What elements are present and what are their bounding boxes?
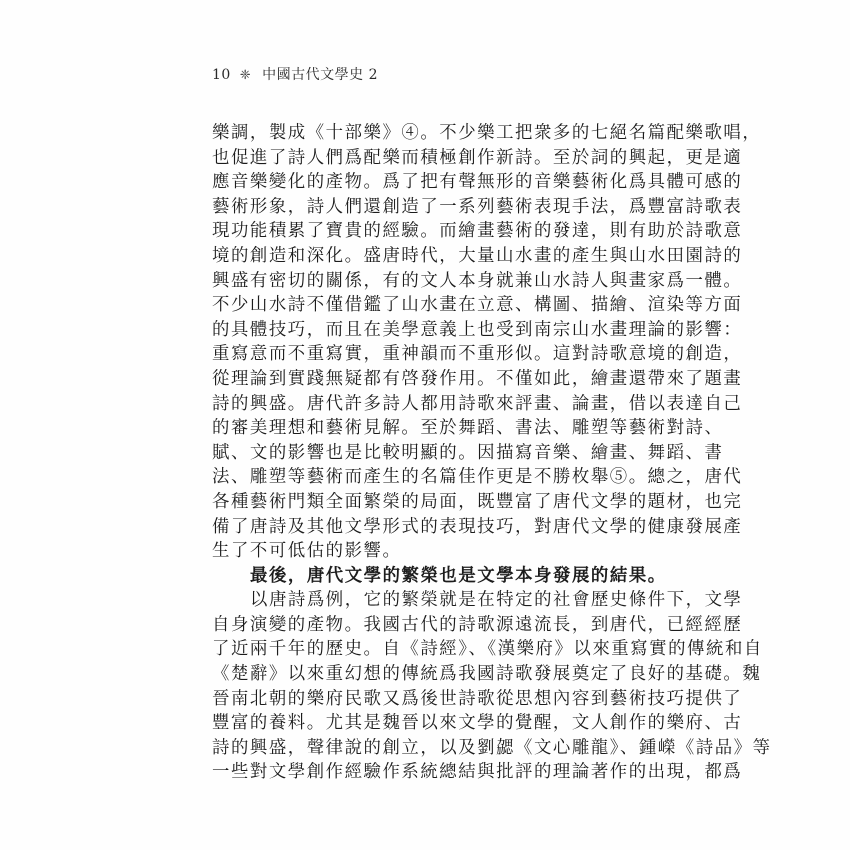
text-line: 也促進了詩人們爲配樂而積極創作新詩。至於詞的興起，更是適 <box>212 147 743 168</box>
text-line: 詩的興盛。唐代許多詩人都用詩歌來評畫、論畫，借以表達自己 <box>212 393 743 414</box>
text-line: 《楚辭》以來重幻想的傳統爲我國詩歌發展奠定了良好的基礎。魏 <box>212 664 762 685</box>
text-line: 樂調，製成《十部樂》④。不少樂工把衆多的七絕名篇配樂歌唱， <box>212 123 762 143</box>
text-line: 自身演變的產物。我國古代的詩歌源遠流長，到唐代，已經經歷 <box>212 614 743 635</box>
text-line: 一些對文學創作經驗作系統總結與批評的理論著作的出現，都爲 <box>212 762 743 783</box>
ornament-icon: ❈ <box>239 68 252 83</box>
book-title: 中國古代文學史 2 <box>262 67 378 83</box>
text-line: 法、雕塑等藝術而產生的名篇佳作更是不勝枚舉⑤。總之，唐代 <box>212 467 743 488</box>
text-line: 賦、文的影響也是比較明顯的。因描寫音樂、繪畫、舞蹈、書 <box>212 442 724 463</box>
text-line: 不少山水詩不僅借鑑了山水畫在立意、構圖、描繪、渲染等方面 <box>212 295 743 316</box>
text-line: 了近兩千年的歷史。自《詩經》、《漢樂府》以來重寫實的傳統和自 <box>212 639 763 660</box>
text-line: 從理論到實踐無疑都有啓發作用。不僅如此，繪畫還帶來了題畫 <box>212 368 743 389</box>
running-header <box>212 66 378 85</box>
body-text <box>212 121 772 785</box>
text-line: 詩的興盛，聲律說的創立，以及劉勰《文心雕龍》、鍾嶸《詩品》等 <box>212 737 772 758</box>
text-line: 各種藝術門類全面繁榮的局面，既豐富了唐代文學的題材，也完 <box>212 491 743 512</box>
text-line: 備了唐詩及其他文學形式的表現技巧，對唐代文學的健康發展產 <box>212 516 743 537</box>
text-line: 重寫意而不重寫實，重神韻而不重形似。這對詩歌意境的創造， <box>212 344 743 365</box>
text-line: 以唐詩爲例，它的繁榮就是在特定的社會歷史條件下，文學 <box>250 590 743 611</box>
text-line: 生了不可低估的影響。 <box>212 541 402 562</box>
page-number: 10 <box>212 67 231 83</box>
section-heading-line: 最後，唐代文學的繁榮也是文學本身發展的結果。 <box>250 565 667 586</box>
text-line: 晉南北朝的樂府民歌又爲後世詩歌從思想內容到藝術技巧提供了 <box>212 688 743 709</box>
text-line: 的審美理想和藝術見解。至於舞蹈、書法、雕塑等藝術對詩、 <box>212 418 724 439</box>
text-line: 的具體技巧，而且在美學意義上也受到南宗山水畫理論的影響： <box>212 319 743 340</box>
text-line: 應音樂變化的產物。爲了把有聲無形的音樂藝術化爲具體可感的 <box>212 172 743 193</box>
text-line: 現功能積累了寶貴的經驗。而繪畫藝術的發達，則有助於詩歌意 <box>212 221 743 242</box>
text-line: 境的創造和深化。盛唐時代，大量山水畫的產生與山水田園詩的 <box>212 245 743 266</box>
text-line: 藝術形象，詩人們還創造了一系列藝術表現手法，爲豐富詩歌表 <box>212 196 743 217</box>
text-line: 豐富的養料。尤其是魏晉以來文學的覺醒，文人創作的樂府、古 <box>212 713 743 734</box>
text-line: 興盛有密切的關係，有的文人本身就兼山水詩人與畫家爲一體。 <box>212 270 743 291</box>
